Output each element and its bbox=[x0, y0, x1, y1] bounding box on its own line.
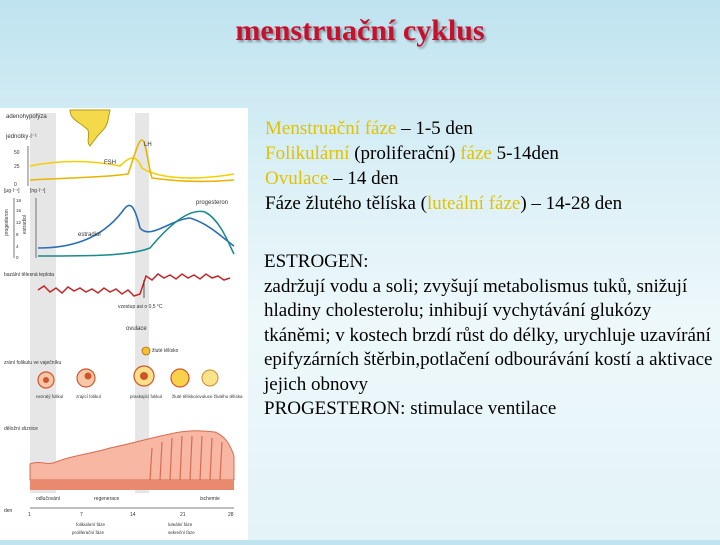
cycle-diagram bbox=[0, 108, 248, 540]
hormone-description bbox=[264, 250, 716, 422]
temperature-label: bazální tělesná teplota bbox=[4, 272, 55, 278]
day-label: den bbox=[4, 508, 13, 514]
estradiol-axis-label: estradiol bbox=[22, 215, 28, 234]
tick-top-1: 25 bbox=[14, 164, 20, 170]
tick-top-0: 50 bbox=[14, 150, 20, 156]
menstruation-band bbox=[30, 113, 56, 493]
menstrual-cycle-figure bbox=[0, 108, 248, 540]
tick-top-2: 0 bbox=[14, 182, 17, 188]
tick-ug-3: 8 bbox=[16, 232, 19, 237]
phase-follicular: Folikulární (proliferační) fáze 5-14den bbox=[265, 143, 559, 164]
tick-ug-0: 18 bbox=[16, 198, 22, 203]
follicle-5-label: involuce žlutého tělíska bbox=[196, 394, 243, 399]
lh-curve bbox=[30, 140, 234, 181]
tick-ug-2: 12 bbox=[16, 220, 22, 225]
phase-ovulation: Ovulace – 14 den bbox=[265, 168, 399, 189]
units-label-1: jednotky·l⁻¹ bbox=[6, 134, 37, 140]
phase-list bbox=[265, 116, 715, 216]
follicle-4-label: žluté tělísko bbox=[172, 394, 196, 399]
estrogen-text: zadržují vodu a soli; zvyšují metabolismus tuků, snižují hladiny cholesterolu; inhibují vychytávání glukózy tkáněmi; v kostech brzdí růst do délky, urychluje uzavírání epifyzárních štěrbin,potlačení odbourávání kostí a aktivace jejich obnovy bbox=[264, 275, 713, 395]
estrogen-heading: ESTROGEN: bbox=[264, 251, 369, 272]
tick-ug-5: 0 bbox=[16, 255, 19, 260]
follicle-1-label: nezralý folikul bbox=[36, 394, 64, 399]
endometrium-shape bbox=[30, 431, 234, 480]
day-tick-4: 28 bbox=[228, 512, 234, 518]
follicles-label: zrání folikulu ve vaječníku bbox=[4, 360, 62, 366]
endometrium-phase-3: ischemie bbox=[200, 496, 220, 502]
progesteron-text: PROGESTERON: stimulace ventilace bbox=[264, 398, 557, 419]
phase-menstrual: Menstruační fáze – 1-5 den bbox=[265, 118, 473, 139]
slide-title: menstruační cyklus bbox=[235, 14, 485, 47]
tick-ug-1: 16 bbox=[16, 208, 22, 213]
progesteron-axis-label: progesteron bbox=[4, 209, 10, 236]
phase-follicular: folikulární fáze bbox=[76, 522, 106, 527]
units-label-2: [μg·l⁻¹] bbox=[4, 188, 20, 194]
hypothalamus-label: adenohypofýza bbox=[6, 114, 47, 120]
phase-luteal: luteální fáze bbox=[168, 522, 193, 527]
corpus-dot bbox=[142, 347, 150, 355]
follicle-3-label: praskající folikul bbox=[130, 394, 163, 399]
endometrium-phase-1: odlučování bbox=[36, 496, 61, 502]
day-tick-1: 7 bbox=[80, 512, 83, 518]
phase-secretory: sekreční fáze bbox=[168, 530, 195, 535]
fsh-label: FSH bbox=[104, 160, 116, 166]
lh-label: LH bbox=[144, 142, 152, 148]
day-tick-0: 1 bbox=[28, 512, 31, 518]
endometrium-phase-2: regenerace bbox=[94, 496, 120, 502]
units-label-3: [ng·l⁻¹] bbox=[30, 188, 46, 194]
corpus-label: žluté tělísko bbox=[152, 348, 179, 354]
temperature-rise-label: vzestup asi o 0,5 °C bbox=[118, 304, 163, 310]
temperature-curve bbox=[38, 274, 230, 296]
tick-ug-4: 4 bbox=[16, 244, 19, 249]
day-tick-2: 14 bbox=[130, 512, 136, 518]
follicle-2-label: zrající folikul bbox=[76, 394, 101, 399]
ovulation-label: ovulace bbox=[126, 326, 147, 332]
phase-luteal: Fáze žlutého tělíska (luteální fáze) – 14-28 den bbox=[265, 193, 623, 214]
follicle-4 bbox=[171, 369, 189, 387]
estradiol-label: estradiol bbox=[78, 232, 101, 238]
endometrium-base bbox=[30, 480, 234, 490]
adenohypophysis-shape bbox=[70, 110, 110, 146]
follicle-5 bbox=[202, 370, 218, 386]
progesteron-label: progesteron bbox=[196, 200, 229, 206]
endometrium-label: děložní sliznice bbox=[4, 426, 38, 432]
day-tick-3: 21 bbox=[180, 512, 186, 518]
phase-proliferative: proliferační fáze bbox=[72, 530, 105, 535]
